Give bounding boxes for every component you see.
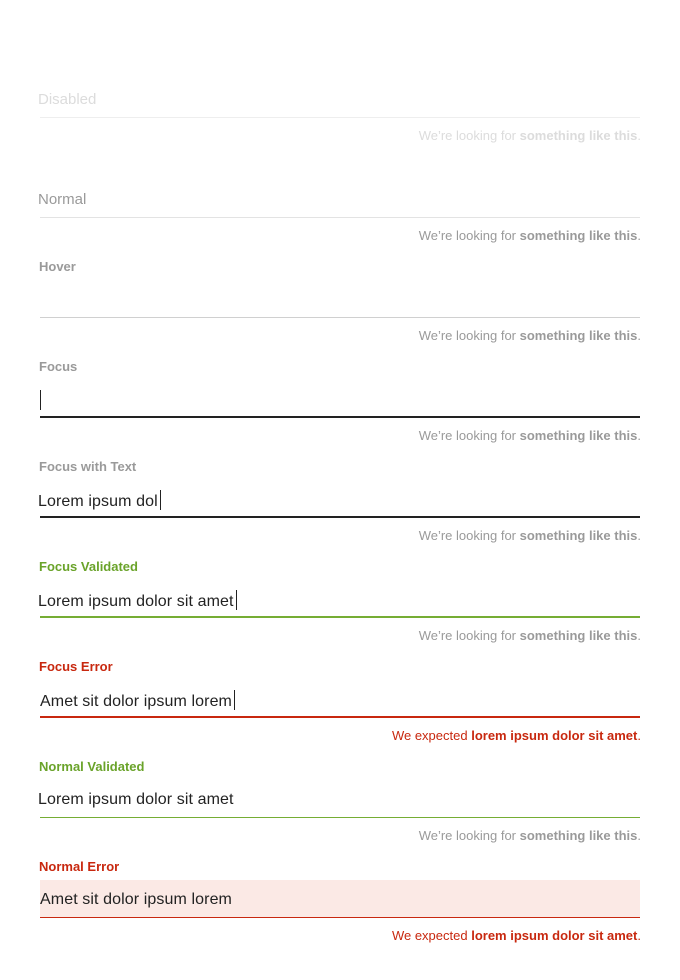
normal-helper-text: We’re looking for something like this. [418,228,641,243]
field-focus-error [0,610,680,743]
field-focus [0,310,680,443]
text-cursor [236,590,237,610]
field-hover [0,210,680,343]
focus-error-helper-text: We expected lorem ipsum dolor sit amet. [391,728,641,743]
focus-with-text-label: Focus with Text [39,459,137,474]
hover-helper-text: We’re looking for something like this. [418,328,641,343]
focus-with-text-helper-text: We’re looking for something like this. [418,528,641,543]
disabled-helper-text: We’re looking for something like this. [418,128,641,143]
focus-label: Focus [39,359,78,374]
focus-error-value: Amet sit dolor ipsum lorem [40,690,235,712]
hover-label: Hover [39,259,76,274]
normal-error-input[interactable] [40,880,640,918]
focus-with-text-value: Lorem ipsum dol [38,490,161,512]
field-focus-with-text [0,410,680,543]
normal-validated-helper-text: We’re looking for something like this. [418,828,641,843]
normal-placeholder: Normal [38,191,87,208]
field-normal-validated [0,710,680,843]
text-cursor [234,690,235,710]
focus-error-label: Focus Error [39,659,113,674]
focus-validated-value: Lorem ipsum dolor sit amet [38,590,237,612]
normal-error-label: Normal Error [39,859,120,874]
normal-error-helper-text: We expected lorem ipsum dolor sit amet. [391,928,641,943]
text-cursor [160,490,161,510]
disabled-placeholder: Disabled [38,91,97,108]
field-focus-validated [0,510,680,643]
text-cursor [40,390,41,410]
normal-error-value: Amet sit dolor ipsum lorem [40,891,232,908]
focus-validated-helper-text: We’re looking for something like this. [418,628,641,643]
focus-validated-label: Focus Validated [39,559,138,574]
field-normal [0,110,680,243]
normal-validated-value: Lorem ipsum dolor sit amet [38,791,234,808]
field-disabled [0,10,680,143]
field-normal-error [0,810,680,943]
normal-validated-label: Normal Validated [39,759,145,774]
focus-helper-text: We’re looking for something like this. [418,428,641,443]
